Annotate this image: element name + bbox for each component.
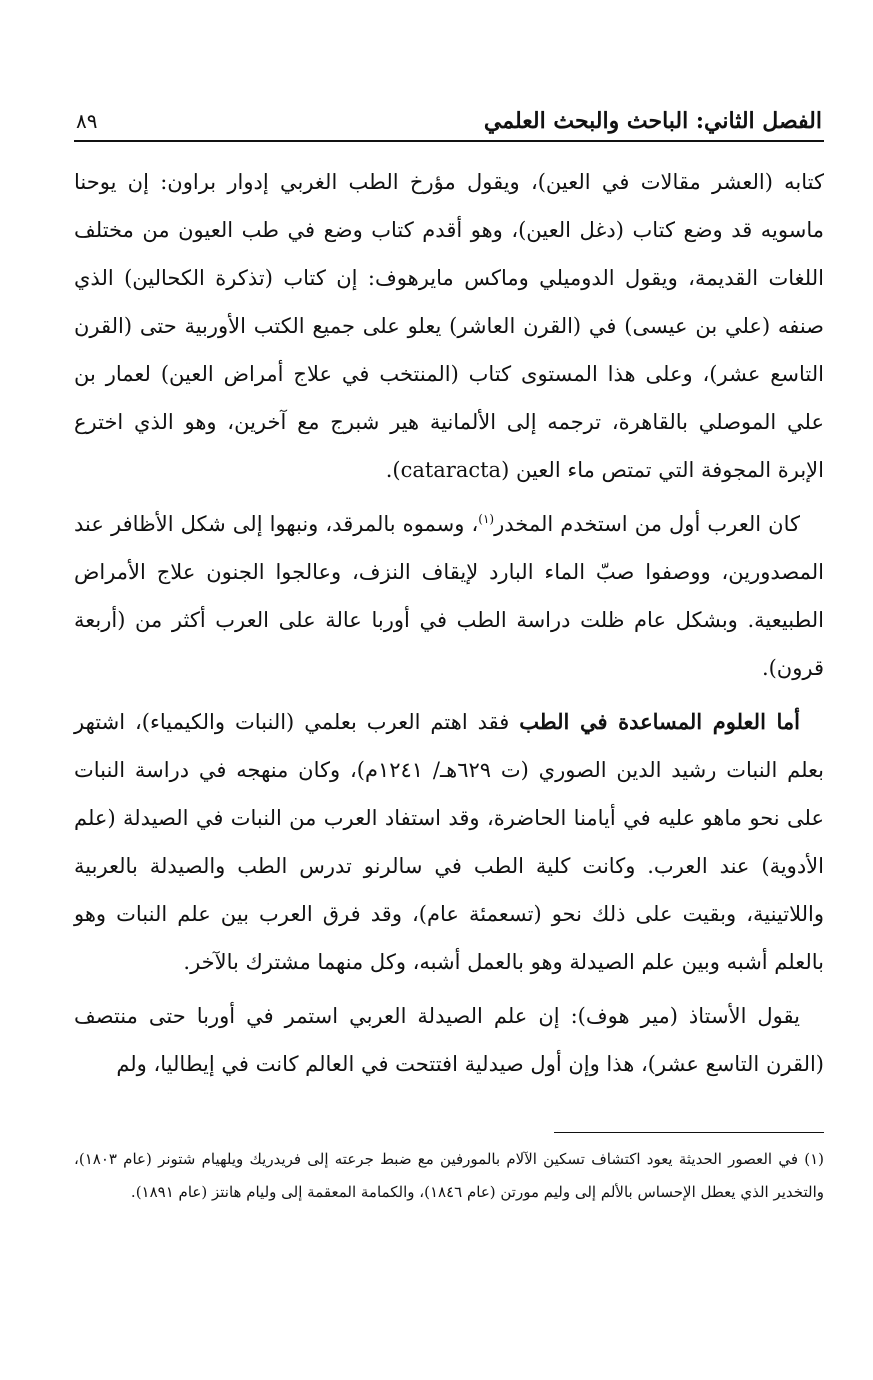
paragraph-eye-medicine xyxy=(74,158,824,494)
paragraph-anesthesia-start: كان العرب أول من استخدم المخدر xyxy=(494,512,800,536)
paragraph-pharmacy xyxy=(74,992,824,1088)
paragraph-anesthesia xyxy=(74,500,824,692)
running-header xyxy=(74,108,824,142)
paragraph-lead-bold: أما العلوم المساعدة في الطب xyxy=(519,709,800,734)
paragraph-eye-medicine-end: ). xyxy=(385,458,401,482)
footnote-reference: (١) xyxy=(478,512,495,526)
page-number: ٨٩ xyxy=(76,109,98,133)
book-page xyxy=(74,108,824,1209)
footnote-1: (١) في العصور الحديثة يعود اكتشاف تسكين الآلام بالمورفين مع ضبط جرعته إلى فريدريك ويلهيام شتونر (عام ١٨٠٣)، والتخدير الذي يعطل الإحساس بالألم إلى وليم مورتن (عام ١٨٤٦)، والكمامة المعقمة إلى وليام هانتز (عام ١٨٩١). xyxy=(74,1150,824,1201)
footnotes xyxy=(74,1132,824,1209)
body-text xyxy=(74,158,824,1088)
footnote-separator xyxy=(554,1132,824,1133)
paragraph-anesthesia-rest: ، وسموه بالمرقد، ونبهوا إلى شكل الأظافر عند المصدورين، ووصفوا صبّ الماء البارد لإيقاف النزف، وعالجوا الجنون علاج الأمراض الطبيعية. وبشكل عام ظلت دراسة الطب في أوربا عالة على العرب أكثر من (أربعة قرون). xyxy=(74,512,824,680)
paragraph-auxiliary-sciences-rest: فقد اهتم العرب بعلمي (النبات والكيمياء)، اشتهر بعلم النبات رشيد الدين الصوري (ت ٦٢٩هـ/ ١٢٤١م)، وكان منهجه في دراسة النبات على نحو ماهو عليه في أيامنا الحاضرة، وقد استفاد العرب من النبات في الصيدلة (علم الأدوية) عند العرب. وكانت كلية الطب في سالرنو تدرس الطب والصيدلة بالعربية واللاتينية، وبقيت على ذلك نحو (تسعمئة عام)، وقد فرق العرب بين علم النبات وهو بالعلم أشبه وبين علم الصيدلة وهو بالعمل أشبه، وكل منهما مشترك بالآخر. xyxy=(74,710,825,974)
chapter-title: الفصل الثاني: الباحث والبحث العلمي xyxy=(483,108,822,134)
paragraph-auxiliary-sciences xyxy=(74,698,824,986)
paragraph-eye-medicine-text: كتابه (العشر مقالات في العين)، ويقول مؤرخ الطب الغربي إدوار براون: إن يوحنا ماسويه قد وضع كتاب (دغل العين)، وهو أقدم كتاب وضع في طب العيون من مختلف اللغات القديمة، ويقول الدوميلي وماكس مايرهوف: إن كتاب (تذكرة الكحالين) الذي صنفه (علي بن عيسى) في (القرن العاشر) يعلو على جميع الكتب الأوربية حتى (القرن التاسع عشر)، وعلى هذا المستوى كتاب (المنتخب في علاج أمراض العين) لعمار بن علي الموصلي بالقاهرة، ترجمه إلى الألمانية هير شبرج مع آخرين، وهو الذي اخترع الإبرة المجوفة التي تمتص ماء العين ( xyxy=(74,170,824,482)
paragraph-pharmacy-text: يقول الأستاذ (مير هوف): إن علم الصيدلة العربي استمر في أوربا حتى منتصف (القرن التاسع عشر)، هذا وإن أول صيدلية افتتحت في العالم كانت في إيطاليا، ولم xyxy=(74,1004,824,1076)
latin-term: cataracta xyxy=(400,458,502,482)
